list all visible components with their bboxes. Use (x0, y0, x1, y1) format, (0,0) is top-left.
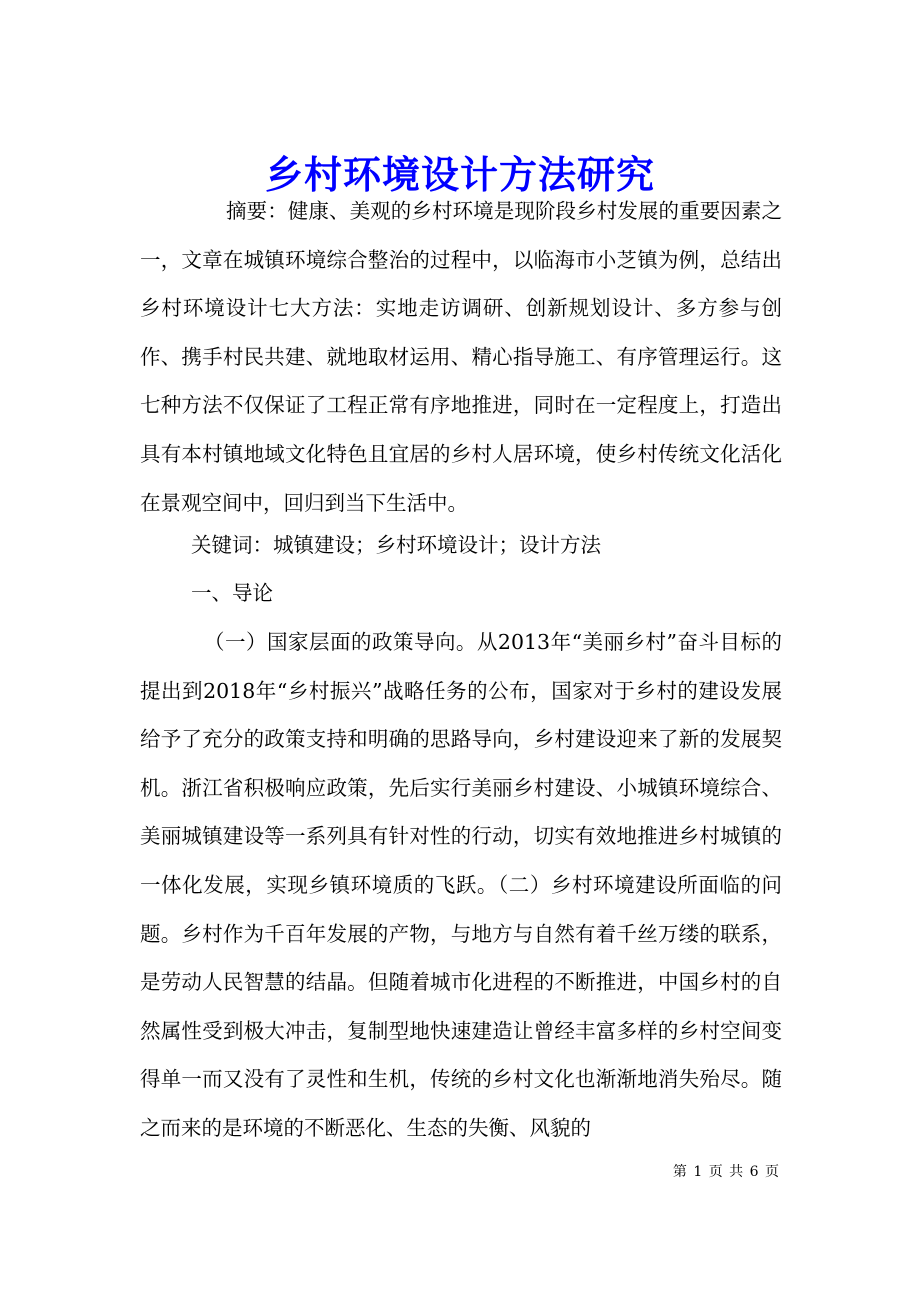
section-paragraph: （一）国家层面的政策导向。从2013年“美丽乡村”奋斗目标的提出到2018年“乡村振兴”战略任务的公布，国家对于乡村的建设发展给予了充分的政策支持和明确的思路导向，乡村建设迎来了新的发展契机。浙江省积极响应政策，先后实行美丽乡村建设、小城镇环境综合、美丽城镇建设等一系列具有针对性的行动，切实有效地推进乡村城镇的一体化发展，实现乡镇环境质的飞跃。（二）乡村环境建设所面临的问题。乡村作为千百年发展的产物，与地方与自然有着千丝万缕的联系，是劳动人民智慧的结晶。但随着城市化进程的不断推进，中国乡村的自然属性受到极大冲击，复制型地快速建造让曾经丰富多样的乡村空间变得单一而又没有了灵性和生机，传统的乡村文化也渐渐地消失殆尽。随之而来的是环境的不断恶化、生态的失衡、风貌的 (140, 630, 782, 1140)
abstract-paragraph: 摘要：健康、美观的乡村环境是现阶段乡村发展的重要因素之一，文章在城镇环境综合整治的过程中，以临海市小芝镇为例，总结出乡村环境设计七大方法：实地走访调研、创新规划设计、多方参与创作、携手村民共建、就地取材运用、精心指导施工、有序管理运行。这七种方法不仅保证了工程正常有序地推进，同时在一定程度上，打造出具有本村镇地域文化特色且宜居的乡村人居环境，使乡村传统文化活化在景观空间中，回归到当下生活中。 (140, 199, 782, 515)
document-title: 乡村环境设计方法研究 (264, 152, 655, 198)
page-number: 第 1 页 共 6 页 (672, 1164, 780, 1180)
keywords-line: 关键词：城镇建设；乡村环境设计；设计方法 (191, 533, 601, 557)
section-heading: 一、导论 (191, 581, 273, 605)
